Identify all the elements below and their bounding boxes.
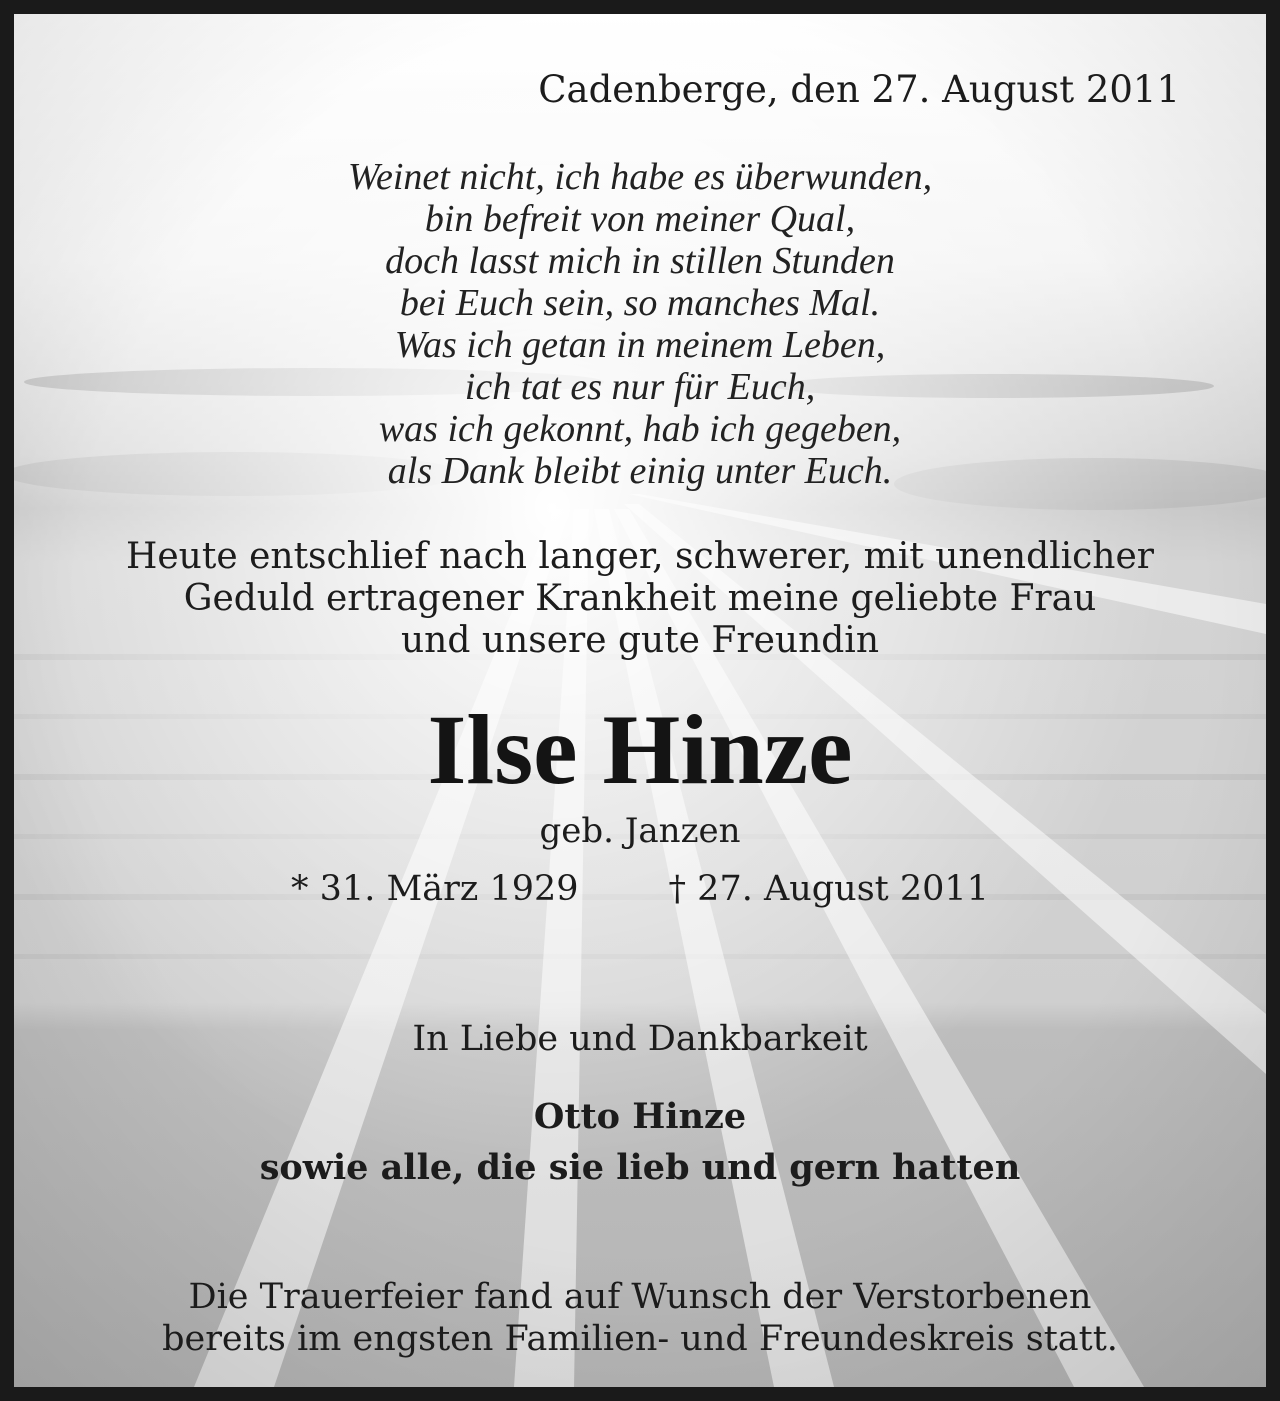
poem-line: Was ich getan in meinem Leben,	[394, 324, 886, 366]
poem-line: Weinet nicht, ich habe es überwunden,	[347, 156, 933, 198]
memorial-poem	[14, 156, 1266, 492]
place-and-date: Cadenberge, den 27. August 2011	[538, 68, 1180, 111]
signer-name: Otto Hinze	[533, 1096, 747, 1137]
poem-line: was ich gekonnt, hab ich gegeben,	[378, 408, 902, 450]
poem-line: ich tat es nur für Euch,	[464, 366, 816, 408]
funeral-note-line: bereits im engsten Familien- und Freundeskreis statt.	[162, 1319, 1118, 1359]
birth-date: * 31. März 1929	[291, 869, 579, 909]
announcement-line: Heute entschlief nach langer, schwerer, mit unendlicher	[125, 536, 1155, 577]
announcement-line: Geduld ertragener Krankheit meine geliebte Frau	[183, 578, 1097, 619]
poem-line: als Dank bleibt einig unter Euch.	[387, 450, 893, 492]
poem-line: doch lasst mich in stillen Stunden	[385, 240, 895, 282]
maiden-name: geb. Janzen	[539, 811, 741, 851]
death-date: † 27. August 2011	[668, 869, 989, 909]
death-announcement	[14, 536, 1266, 662]
announcement-line: und unsere gute Freundin	[400, 620, 880, 661]
deceased-name: Ilse Hinze	[427, 694, 853, 805]
poem-line: bin befreit von meiner Qual,	[424, 198, 856, 240]
funeral-note-line: Die Trauerfeier fand auf Wunsch der Verstorbenen	[188, 1277, 1092, 1317]
signer-others: sowie alle, die sie lieb und gern hatten	[259, 1147, 1021, 1188]
life-dates	[14, 869, 1266, 909]
closing-phrase: In Liebe und Dankbarkeit	[412, 1019, 868, 1059]
poem-line: bei Euch sein, so manches Mal.	[399, 282, 881, 324]
funeral-note	[14, 1276, 1266, 1360]
